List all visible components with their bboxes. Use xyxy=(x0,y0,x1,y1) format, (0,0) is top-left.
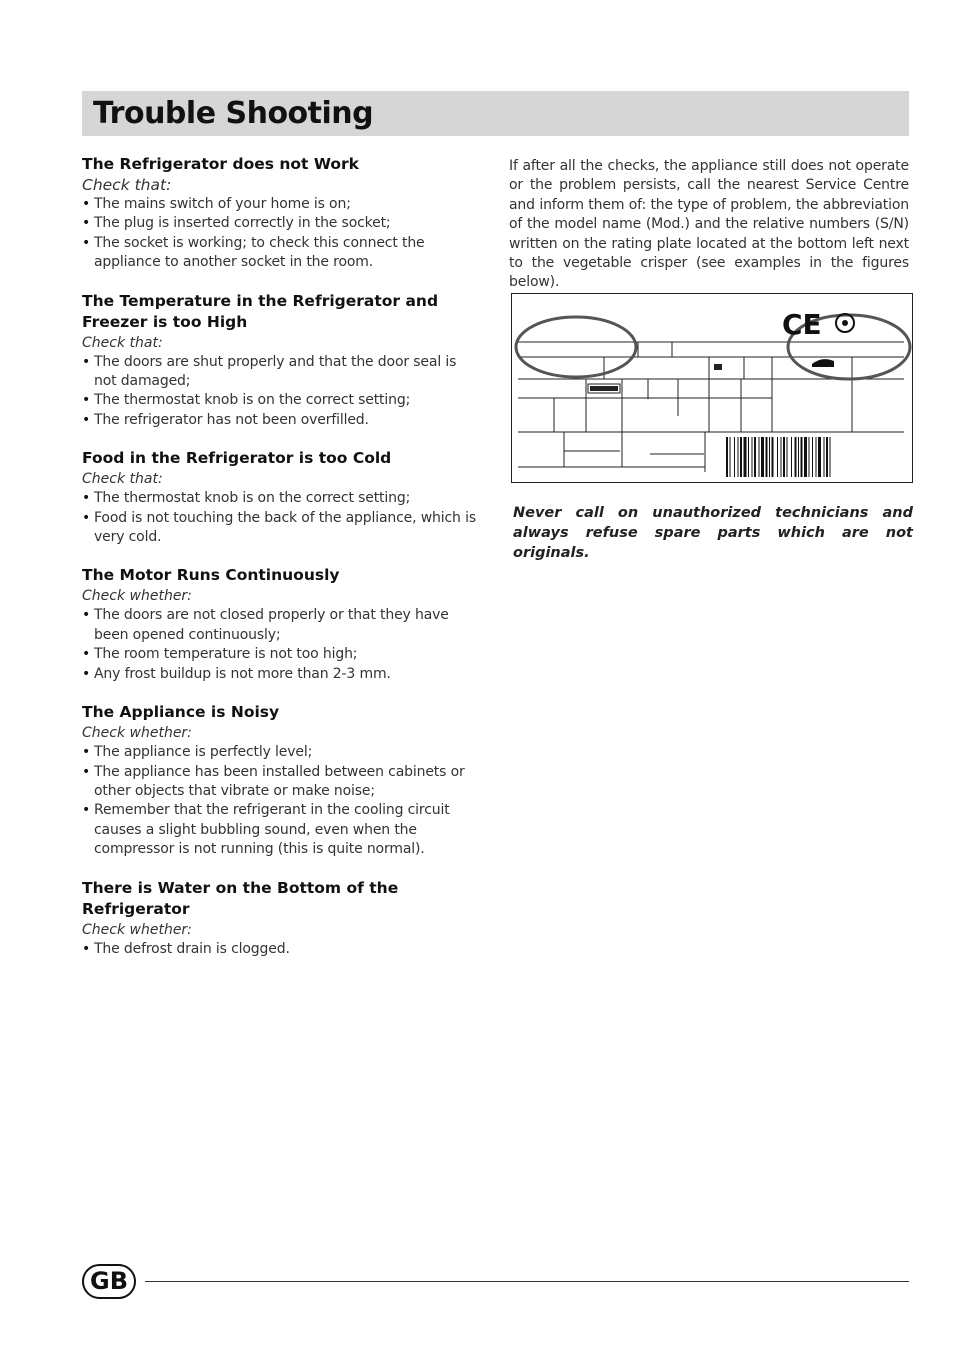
section-noisy xyxy=(82,702,482,859)
rating-plate-drawing xyxy=(512,294,912,482)
list-item: • The mains switch of your home is on; xyxy=(82,195,482,214)
check-list xyxy=(82,195,482,273)
section-temperature-high xyxy=(82,291,482,431)
left-column xyxy=(82,154,482,977)
list-item: • Any frost buildup is not more than 2-3 mm. xyxy=(82,665,482,684)
check-label: Check whether: xyxy=(82,725,192,742)
list-item: • The appliance has been installed between cabinets or other objects that vibrate or make noise; xyxy=(82,763,482,802)
list-item: • The thermostat knob is on the correct setting; xyxy=(82,391,482,410)
check-label: Check that: xyxy=(82,334,163,351)
list-item: • The defrost drain is clogged. xyxy=(82,940,482,959)
list-item: • The refrigerator has not been overfilled. xyxy=(82,411,482,430)
section-heading: There is Water on the Bottom of the Refrigerator xyxy=(82,878,399,918)
check-list xyxy=(82,606,482,684)
snowflake-rating-icon xyxy=(590,364,722,391)
list-item: • The plug is inserted correctly in the socket; xyxy=(82,214,482,233)
list-item: • The doors are shut properly and that the door seal is not damaged; xyxy=(82,353,482,392)
check-list xyxy=(82,353,482,431)
check-label: Check whether: xyxy=(82,921,192,938)
list-item: • The doors are not closed properly or that they have been opened continuously; xyxy=(82,606,482,645)
list-item: • The room temperature is not too high; xyxy=(82,645,482,664)
check-label: Check whether: xyxy=(82,588,192,605)
section-food-too-cold xyxy=(82,448,482,547)
check-list xyxy=(82,489,482,547)
check-label: Check that: xyxy=(82,471,163,488)
recycle-icon xyxy=(836,314,854,332)
refrigerant-icon xyxy=(812,359,834,367)
list-item: • The appliance is perfectly level; xyxy=(82,743,482,762)
ce-mark-icon: CE xyxy=(782,308,822,341)
title-bar xyxy=(82,91,909,136)
page-title: Trouble Shooting xyxy=(93,96,374,131)
section-heading: The Appliance is Noisy xyxy=(82,703,280,722)
rating-plate-figure xyxy=(511,293,913,483)
warning-note: Never call on unauthorized technicians and always refuse spare parts which are not originals. xyxy=(513,505,913,561)
section-heading: The Motor Runs Continuously xyxy=(82,566,340,585)
list-item: • Remember that the refrigerant in the cooling circuit causes a slight bubbling sound, even when the compressor is not running (this is quite normal). xyxy=(82,801,482,859)
section-water-bottom xyxy=(82,878,482,959)
language-badge: GB xyxy=(82,1264,136,1299)
section-heading: The Refrigerator does not Work xyxy=(82,155,359,173)
section-motor-runs xyxy=(82,565,482,684)
list-item: • The thermostat knob is on the correct setting; xyxy=(82,489,482,508)
section-heading: The Temperature in the Refrigerator and Freezer is too High xyxy=(82,291,439,331)
check-list xyxy=(82,940,482,959)
check-label: Check that: xyxy=(82,176,172,194)
list-item: • Food is not touching the back of the appliance, which is very cold. xyxy=(82,509,482,548)
list-item: • The socket is working; to check this connect the appliance to another socket in the room. xyxy=(82,234,482,273)
section-heading: Food in the Refrigerator is too Cold xyxy=(82,449,392,468)
barcode xyxy=(726,437,831,477)
section-not-working xyxy=(82,154,482,273)
footer-rule xyxy=(145,1281,909,1282)
service-centre-paragraph: If after all the checks, the appliance still does not operate or the problem persists, call the nearest Service Centre and inform them of: the type of problem, the abbreviation of the model name (Mod.) and the relative numbers (S/N) written on the rating plate located at the bottom left next to the vegetable crisper (see examples in the figures below). xyxy=(509,158,909,291)
check-list xyxy=(82,743,482,859)
